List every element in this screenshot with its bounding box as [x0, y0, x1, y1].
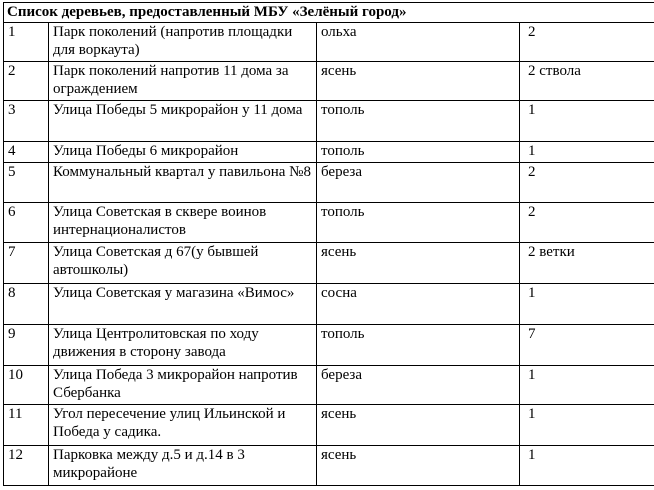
location-cell: Угол пересечение улиц Ильинской и Победа у садика. — [49, 405, 317, 446]
location-cell: Парк поколений (напротив площадки для воркаута) — [49, 23, 317, 62]
table-title-row — [4, 3, 654, 23]
table-row — [4, 142, 654, 163]
table-row — [4, 325, 654, 366]
location-cell: Парк поколений напротив 11 дома за ограждением — [49, 62, 317, 101]
row-number-cell: 5 — [4, 163, 49, 203]
table-row — [4, 62, 654, 101]
species-cell: тополь — [317, 325, 520, 366]
row-number-cell: 7 — [4, 243, 49, 284]
table-row — [4, 446, 654, 486]
row-number-cell: 11 — [4, 405, 49, 446]
count-cell: 7 — [520, 325, 654, 366]
trees-table — [3, 2, 654, 486]
row-number-cell: 8 — [4, 284, 49, 325]
table-row — [4, 405, 654, 446]
species-cell: сосна — [317, 284, 520, 325]
row-number-cell: 6 — [4, 203, 49, 243]
location-cell: Парковка между д.5 и д.14 в 3 микрорайоне — [49, 446, 317, 486]
table-title: Список деревьев, предоставленный МБУ «Зелёный город» — [4, 3, 654, 23]
table-row — [4, 284, 654, 325]
species-cell: тополь — [317, 203, 520, 243]
location-cell: Улица Победы 6 микрорайон — [49, 142, 317, 163]
location-cell: Улица Советская в сквере воинов интернационалистов — [49, 203, 317, 243]
row-number-cell: 10 — [4, 366, 49, 405]
row-number-cell: 4 — [4, 142, 49, 163]
count-cell: 2 ветки — [520, 243, 654, 284]
table-row — [4, 243, 654, 284]
species-cell: тополь — [317, 101, 520, 142]
species-cell: ольха — [317, 23, 520, 62]
row-number-cell: 1 — [4, 23, 49, 62]
species-cell: ясень — [317, 405, 520, 446]
species-cell: тополь — [317, 142, 520, 163]
count-cell: 1 — [520, 366, 654, 405]
location-cell: Улица Советская у магазина «Вимос» — [49, 284, 317, 325]
count-cell: 1 — [520, 142, 654, 163]
count-cell: 2 — [520, 163, 654, 203]
location-cell: Улица Центролитовская по ходу движения в сторону завода — [49, 325, 317, 366]
count-cell: 2 — [520, 23, 654, 62]
species-cell: ясень — [317, 446, 520, 486]
count-cell: 2 ствола — [520, 62, 654, 101]
row-number-cell: 12 — [4, 446, 49, 486]
species-cell: ясень — [317, 62, 520, 101]
table-row — [4, 101, 654, 142]
species-cell: береза — [317, 163, 520, 203]
location-cell: Улица Победы 5 микрорайон у 11 дома — [49, 101, 317, 142]
count-cell: 2 — [520, 203, 654, 243]
count-cell: 1 — [520, 284, 654, 325]
location-cell: Улица Советская д 67(у бывшей автошколы) — [49, 243, 317, 284]
location-cell: Улица Победа 3 микрорайон напротив Сбербанка — [49, 366, 317, 405]
document-page — [3, 2, 654, 486]
species-cell: ясень — [317, 243, 520, 284]
row-number-cell: 2 — [4, 62, 49, 101]
table-row — [4, 23, 654, 62]
species-cell: береза — [317, 366, 520, 405]
table-row — [4, 366, 654, 405]
count-cell: 1 — [520, 405, 654, 446]
table-row — [4, 203, 654, 243]
row-number-cell: 9 — [4, 325, 49, 366]
table-row — [4, 163, 654, 203]
row-number-cell: 3 — [4, 101, 49, 142]
location-cell: Коммунальный квартал у павильона №8 — [49, 163, 317, 203]
count-cell: 1 — [520, 101, 654, 142]
count-cell: 1 — [520, 446, 654, 486]
